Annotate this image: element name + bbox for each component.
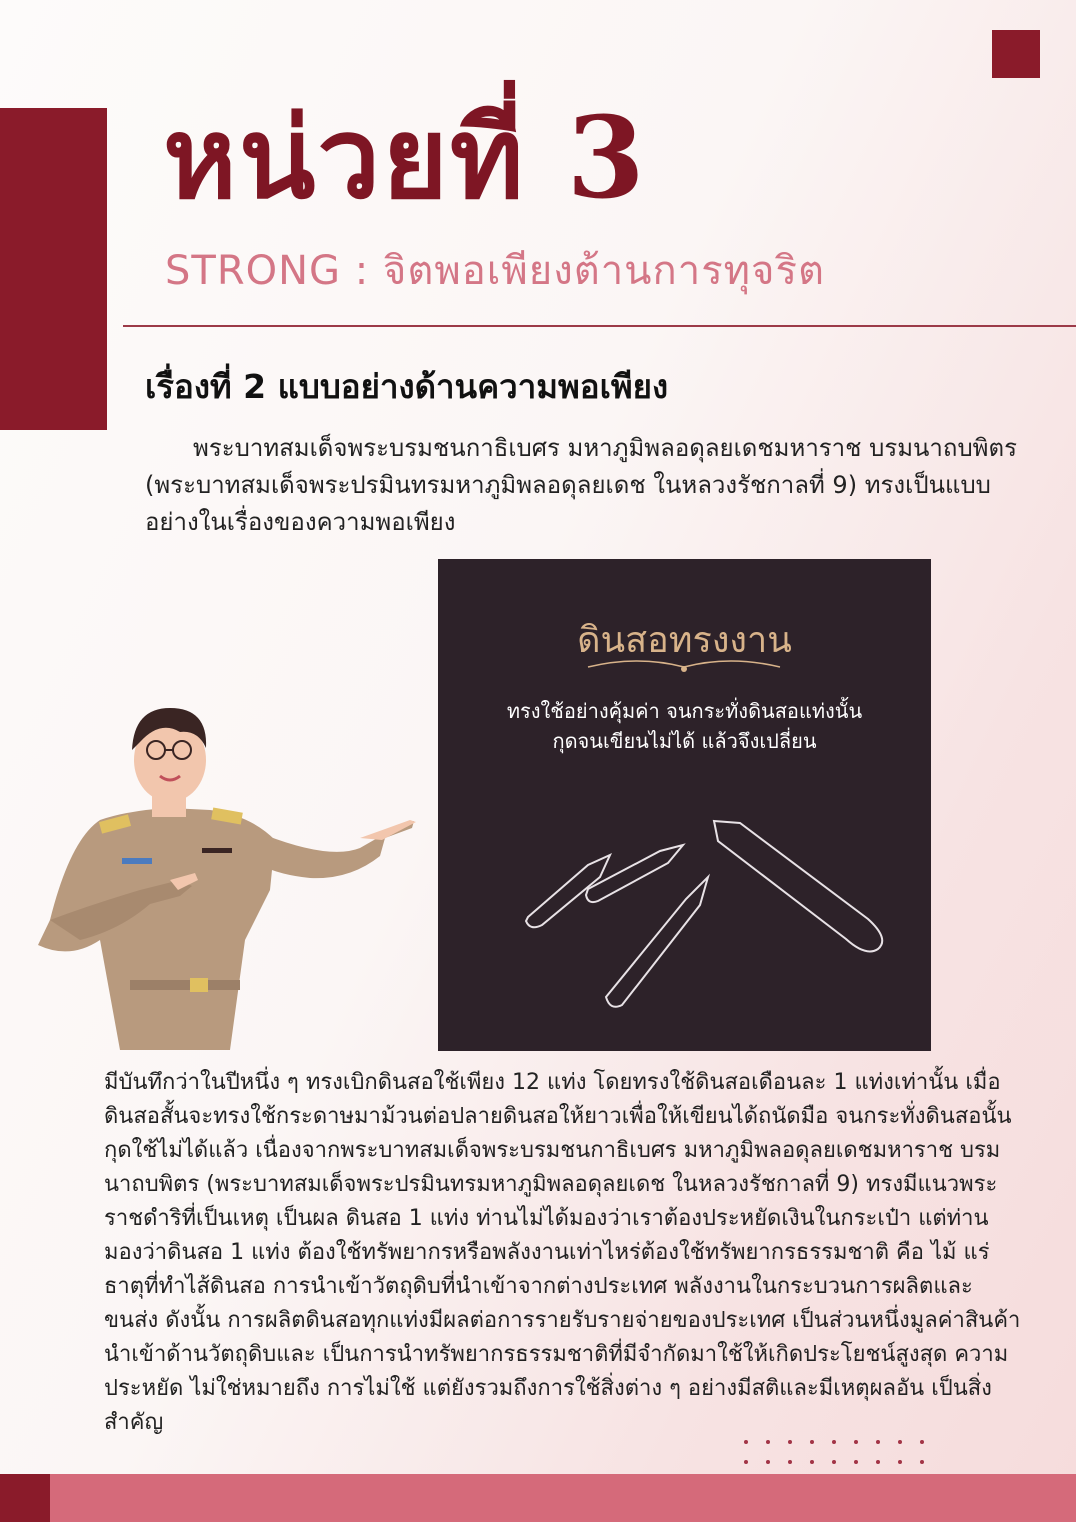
unit-title: หน่วยที่ 3 xyxy=(163,93,647,224)
pencil-image-card xyxy=(438,559,931,1051)
section-heading: เรื่องที่ 2 แบบอย่างด้านความพอเพียง xyxy=(145,367,669,406)
card-line-1: ทรงใช้อย่างคุ้มค่า จนกระทั่งดินสอแท่งนั้น xyxy=(506,699,863,723)
card-line-2: กุดจนเขียนไม่ได้ แล้วจึงเปลี่ยน xyxy=(552,729,817,753)
intro-paragraph: พระบาทสมเด็จพระบรมชนกาธิเบศร มหาภูมิพลอดุลยเดชมหาราช บรมนาถบพิตร (พระบาทสมเด็จพระปรมินทรมหาภูมิพลอดุลยเดช ในหลวงรัชกาลที่ 9) ทรงเป็นแบบอย่างในเรื่องของความพอเพียง xyxy=(145,434,1017,536)
ornament-divider xyxy=(438,559,931,1051)
footer-square xyxy=(0,1474,50,1522)
unit-subtitle: STRONG : จิตพอเพียงต้านการทุจริต xyxy=(165,248,825,294)
header-divider xyxy=(123,325,1076,327)
corner-square-decoration xyxy=(992,30,1040,78)
left-accent-bar xyxy=(0,108,107,430)
officer-illustration xyxy=(30,690,420,1050)
card-title: ดินสอทรงงาน xyxy=(577,620,792,661)
footer-band xyxy=(50,1474,1076,1522)
body-paragraph: มีบันทึกว่าในปีหนึ่ง ๆ ทรงเบิกดินสอใช้เพียง 12 แท่ง โดยทรงใช้ดินสอเดือนละ 1 แท่งเท่านั้น เมื่อดินสอสั้นจะทรงใช้กระดาษมาม้วนต่อปลายดินสอให้ยาวเพื่อให้เขียนได้ถนัดมือ จนกระทั่งดินสอนั้นกุดใช้ไม่ได้แล้ว เนื่องจากพระบาทสมเด็จพระบรมชนกาธิเบศร มหาภูมิพลอดุลยเดชมหาราช บรมนาถบพิตร (พระบาทสมเด็จพระปรมินทรมหาภูมิพลอดุลยเดช ในหลวงรัชกาลที่ 9) ทรงมีแนวพระราชดำริที่เป็นเหตุ เป็นผล ดินสอ 1 แท่ง ท่านไม่ได้มองว่าเราต้องประหยัดเงินในกระเป๋า แต่ท่านมองว่าดินสอ 1 แท่ง ต้องใช้ทรัพยากรหรือพลังงานเท่าไหร่ต้องใช้ทรัพยากรธรรมชาติ คือ ไม้ แร่ธาตุที่ทำไส้ดินสอ การนำเข้าวัตถุดิบที่นำเข้าจากต่างประเทศ พลังงานในกระบวนการผลิตและขนส่ง ดังนั้น การผลิตดินสอทุกแท่งมีผลต่อการรายรับรายจ่ายของประเทศ เป็นส่วนหนึ่งมูลค่าสินค้านำเข้าด้านวัตถุดิบและ เป็นการนำทรัพยากรธรรมชาติที่มีจำกัดมาใช้ให้เกิดประโยชน์สูงสุด ความประหยัด ไม่ใช่หมายถึง การไม่ใช้ แต่ยังรวมถึงการใช้สิ่งต่าง ๆ อย่างมีสติและมีเหตุผลอัน เป็นสิ่งสำคัญ xyxy=(104,1070,1021,1435)
